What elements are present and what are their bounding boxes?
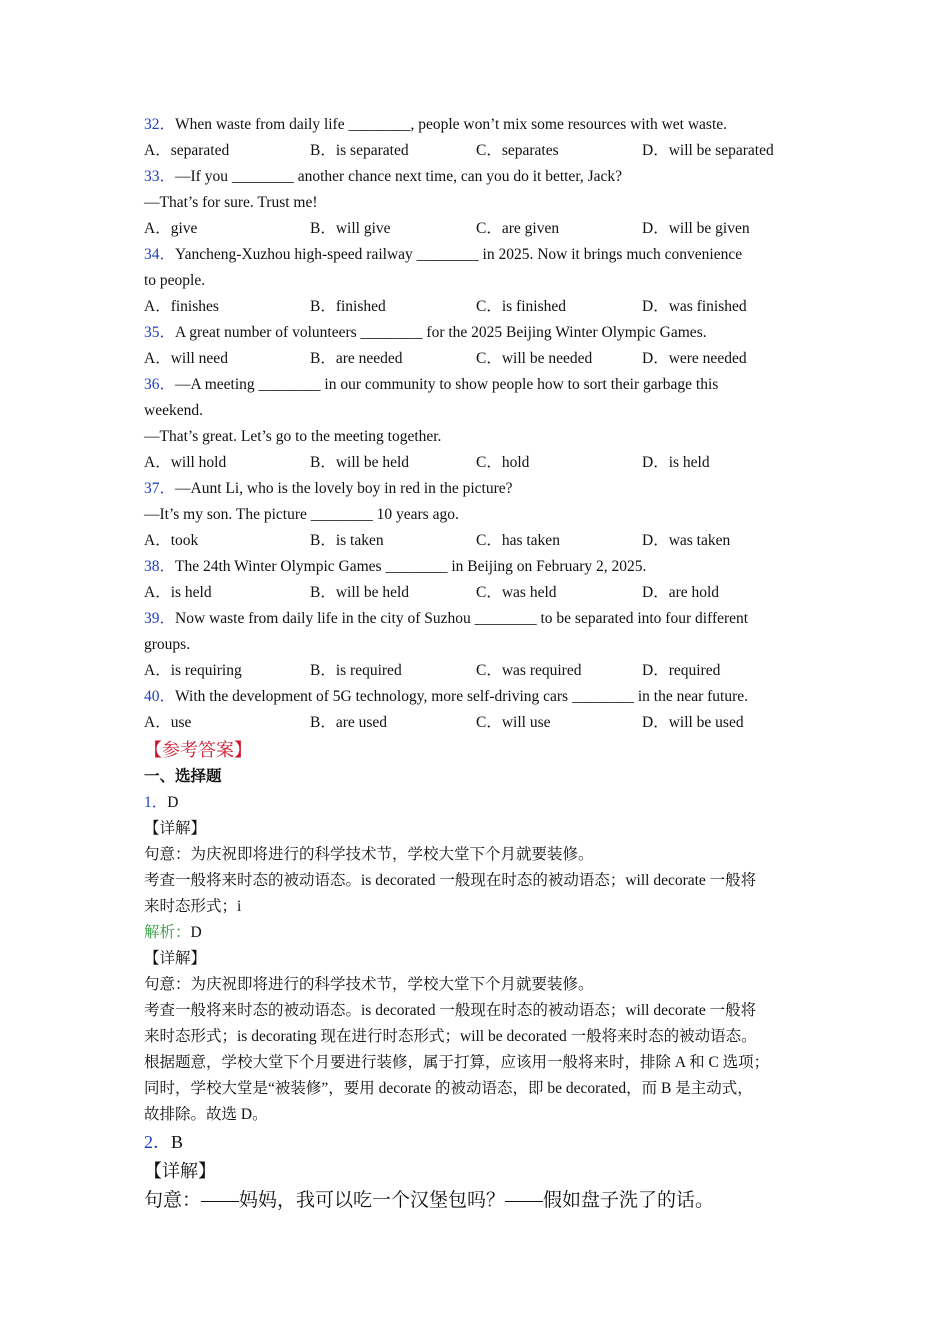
detail-heading: 【详解】: [144, 950, 207, 967]
question-text: —That’s for sure. Trust me!: [144, 194, 318, 211]
option-c: C．was held: [476, 584, 557, 601]
question-text: —Aunt Li, who is the lovely boy in red in the picture?: [175, 480, 513, 497]
question-text-line: [144, 398, 812, 424]
question-number: 38．: [144, 558, 176, 575]
meaning-text: 句意：——妈妈，我可以吃一个汉堡包吗？——假如盘子洗了的话。: [144, 1190, 715, 1211]
option-a: A．will need: [144, 350, 228, 367]
option-a: A．finishes: [144, 298, 219, 315]
option-d: D．will be used: [642, 714, 744, 731]
option-b: B．will be held: [310, 454, 410, 471]
option-a: A．is requiring: [144, 662, 242, 679]
question-item: [144, 242, 812, 320]
question-number: 40．: [144, 688, 176, 705]
question-text: groups.: [144, 636, 191, 653]
option-b: B．is taken: [310, 532, 384, 549]
question-text-line: [144, 476, 812, 502]
option-c: C．separates: [476, 142, 559, 159]
option-c: C．are given: [476, 220, 560, 237]
option-a: A．give: [144, 220, 198, 237]
question-number: 35．: [144, 324, 176, 341]
answer-number: 1．: [144, 794, 168, 811]
option-b: B．is required: [310, 662, 402, 679]
answer-number: 2．: [144, 1132, 171, 1152]
question-text: —If you ________ another chance next time, can you do it better, Jack?: [175, 168, 623, 185]
option-a: A．is held: [144, 584, 212, 601]
question-item: [144, 164, 812, 242]
option-d: D．will be given: [642, 220, 750, 237]
question-number: 34．: [144, 246, 176, 263]
question-item: [144, 476, 812, 554]
question-text: When waste from daily life ________, people won’t mix some resources with wet waste.: [175, 116, 727, 133]
option-d: D．will be separated: [642, 142, 774, 159]
explanation-line: 根据题意，学校大堂下个月要进行装修，属于打算，应该用一般将来时，排除 A 和 C 选项；: [144, 1054, 770, 1071]
options-row: [144, 294, 812, 320]
options-row: [144, 658, 812, 684]
answer-value: D: [167, 794, 179, 811]
question-number: 33．: [144, 168, 176, 185]
question-number: 39．: [144, 610, 176, 627]
explanation-line: 考查一般将来时态的被动语态。is decorated 一般现在时态的被动语态；will decorate 一般将: [144, 872, 757, 889]
explanation-line: 故排除。故选 D。: [144, 1106, 268, 1123]
question-item: [144, 112, 812, 164]
options-row: [144, 450, 812, 476]
answer-title: 【参考答案】: [144, 740, 252, 760]
question-number: 37．: [144, 480, 176, 497]
option-c: C．was required: [476, 662, 582, 679]
option-a: A．will hold: [144, 454, 227, 471]
question-text: A great number of volunteers ________ for the 2025 Beijing Winter Olympic Games.: [175, 324, 707, 341]
question-text: With the development of 5G technology, more self-driving cars ________ in the near future.: [175, 688, 749, 705]
option-a: A．separated: [144, 142, 230, 159]
detail-heading: 【详解】: [144, 820, 207, 837]
question-text: —It’s my son. The picture ________ 10 years ago.: [144, 506, 459, 523]
option-c: C．has taken: [476, 532, 560, 549]
question-item: [144, 554, 812, 606]
option-b: B．are used: [310, 714, 388, 731]
question-text-line: [144, 164, 812, 190]
option-a: A．took: [144, 532, 199, 549]
options-row: [144, 346, 812, 372]
document-page: [144, 112, 812, 1216]
question-text-line: [144, 372, 812, 398]
meaning-text: 句意：为庆祝即将进行的科学技术节，学校大堂下个月就要装修。: [144, 976, 594, 993]
question-text-line: [144, 424, 812, 450]
option-b: B．will give: [310, 220, 391, 237]
explanation-line: 考查一般将来时态的被动语态。is decorated 一般现在时态的被动语态；will decorate 一般将: [144, 1002, 757, 1019]
options-row: [144, 528, 812, 554]
option-b: B．are needed: [310, 350, 403, 367]
question-text: —That’s great. Let’s go to the meeting together.: [144, 428, 442, 445]
question-text: to people.: [144, 272, 206, 289]
options-row: [144, 710, 812, 736]
question-text-line: [144, 190, 812, 216]
option-c: C．will be needed: [476, 350, 593, 367]
question-text: —A meeting ________ in our community to show people how to sort their garbage this: [175, 376, 719, 393]
question-number: 36．: [144, 376, 176, 393]
option-c: C．will use: [476, 714, 551, 731]
analysis-label: 解析：: [144, 924, 191, 941]
option-c: C．is finished: [476, 298, 566, 315]
explanation-line: 来时态形式；i: [144, 898, 242, 915]
option-d: D．required: [642, 662, 721, 679]
question-text-line: [144, 606, 812, 632]
option-d: D．was finished: [642, 298, 747, 315]
answer-2: [144, 1128, 812, 1157]
question-text: The 24th Winter Olympic Games ________ in Beijing on February 2, 2025.: [175, 558, 647, 575]
question-text-line: [144, 554, 812, 580]
question-text: Now waste from daily life in the city of Suzhou ________ to be separated into four different: [175, 610, 749, 627]
option-b: B．is separated: [310, 142, 409, 159]
question-item: [144, 372, 812, 476]
explanation-line: 来时态形式；is decorating 现在进行时态形式；will be decorated 一般将来时态的被动语态。: [144, 1028, 757, 1045]
options-row: [144, 216, 812, 242]
option-d: D．were needed: [642, 350, 747, 367]
question-text-line: [144, 632, 812, 658]
section-heading: 一、选择题: [144, 768, 222, 785]
analysis-value: D: [190, 924, 202, 941]
question-text-line: [144, 242, 812, 268]
option-a: A．use: [144, 714, 192, 731]
question-item: [144, 606, 812, 684]
detail-heading: 【详解】: [144, 1161, 216, 1181]
answer-value: B: [171, 1132, 184, 1152]
answer-1: [144, 790, 812, 816]
question-text-line: [144, 684, 812, 710]
question-text: weekend.: [144, 402, 203, 419]
option-c: C．hold: [476, 454, 530, 471]
option-d: D．are hold: [642, 584, 720, 601]
question-text-line: [144, 320, 812, 346]
options-row: [144, 138, 812, 164]
option-d: D．was taken: [642, 532, 731, 549]
question-number: 32．: [144, 116, 176, 133]
options-row: [144, 580, 812, 606]
meaning-text: 句意：为庆祝即将进行的科学技术节，学校大堂下个月就要装修。: [144, 846, 594, 863]
option-b: B．will be held: [310, 584, 410, 601]
explanation-line: 同时，学校大堂是“被装修”，要用 decorate 的被动语态，即 be decorated，而 B 是主动式，: [144, 1080, 753, 1097]
question-list: [144, 112, 812, 736]
question-text-line: [144, 502, 812, 528]
question-item: [144, 684, 812, 736]
question-text-line: [144, 268, 812, 294]
option-d: D．is held: [642, 454, 710, 471]
analysis-line: [144, 920, 812, 946]
question-text: Yancheng-Xuzhou high-speed railway ________ in 2025. Now it brings much convenience: [175, 246, 743, 263]
question-text-line: [144, 112, 812, 138]
option-b: B．finished: [310, 298, 386, 315]
question-item: [144, 320, 812, 372]
